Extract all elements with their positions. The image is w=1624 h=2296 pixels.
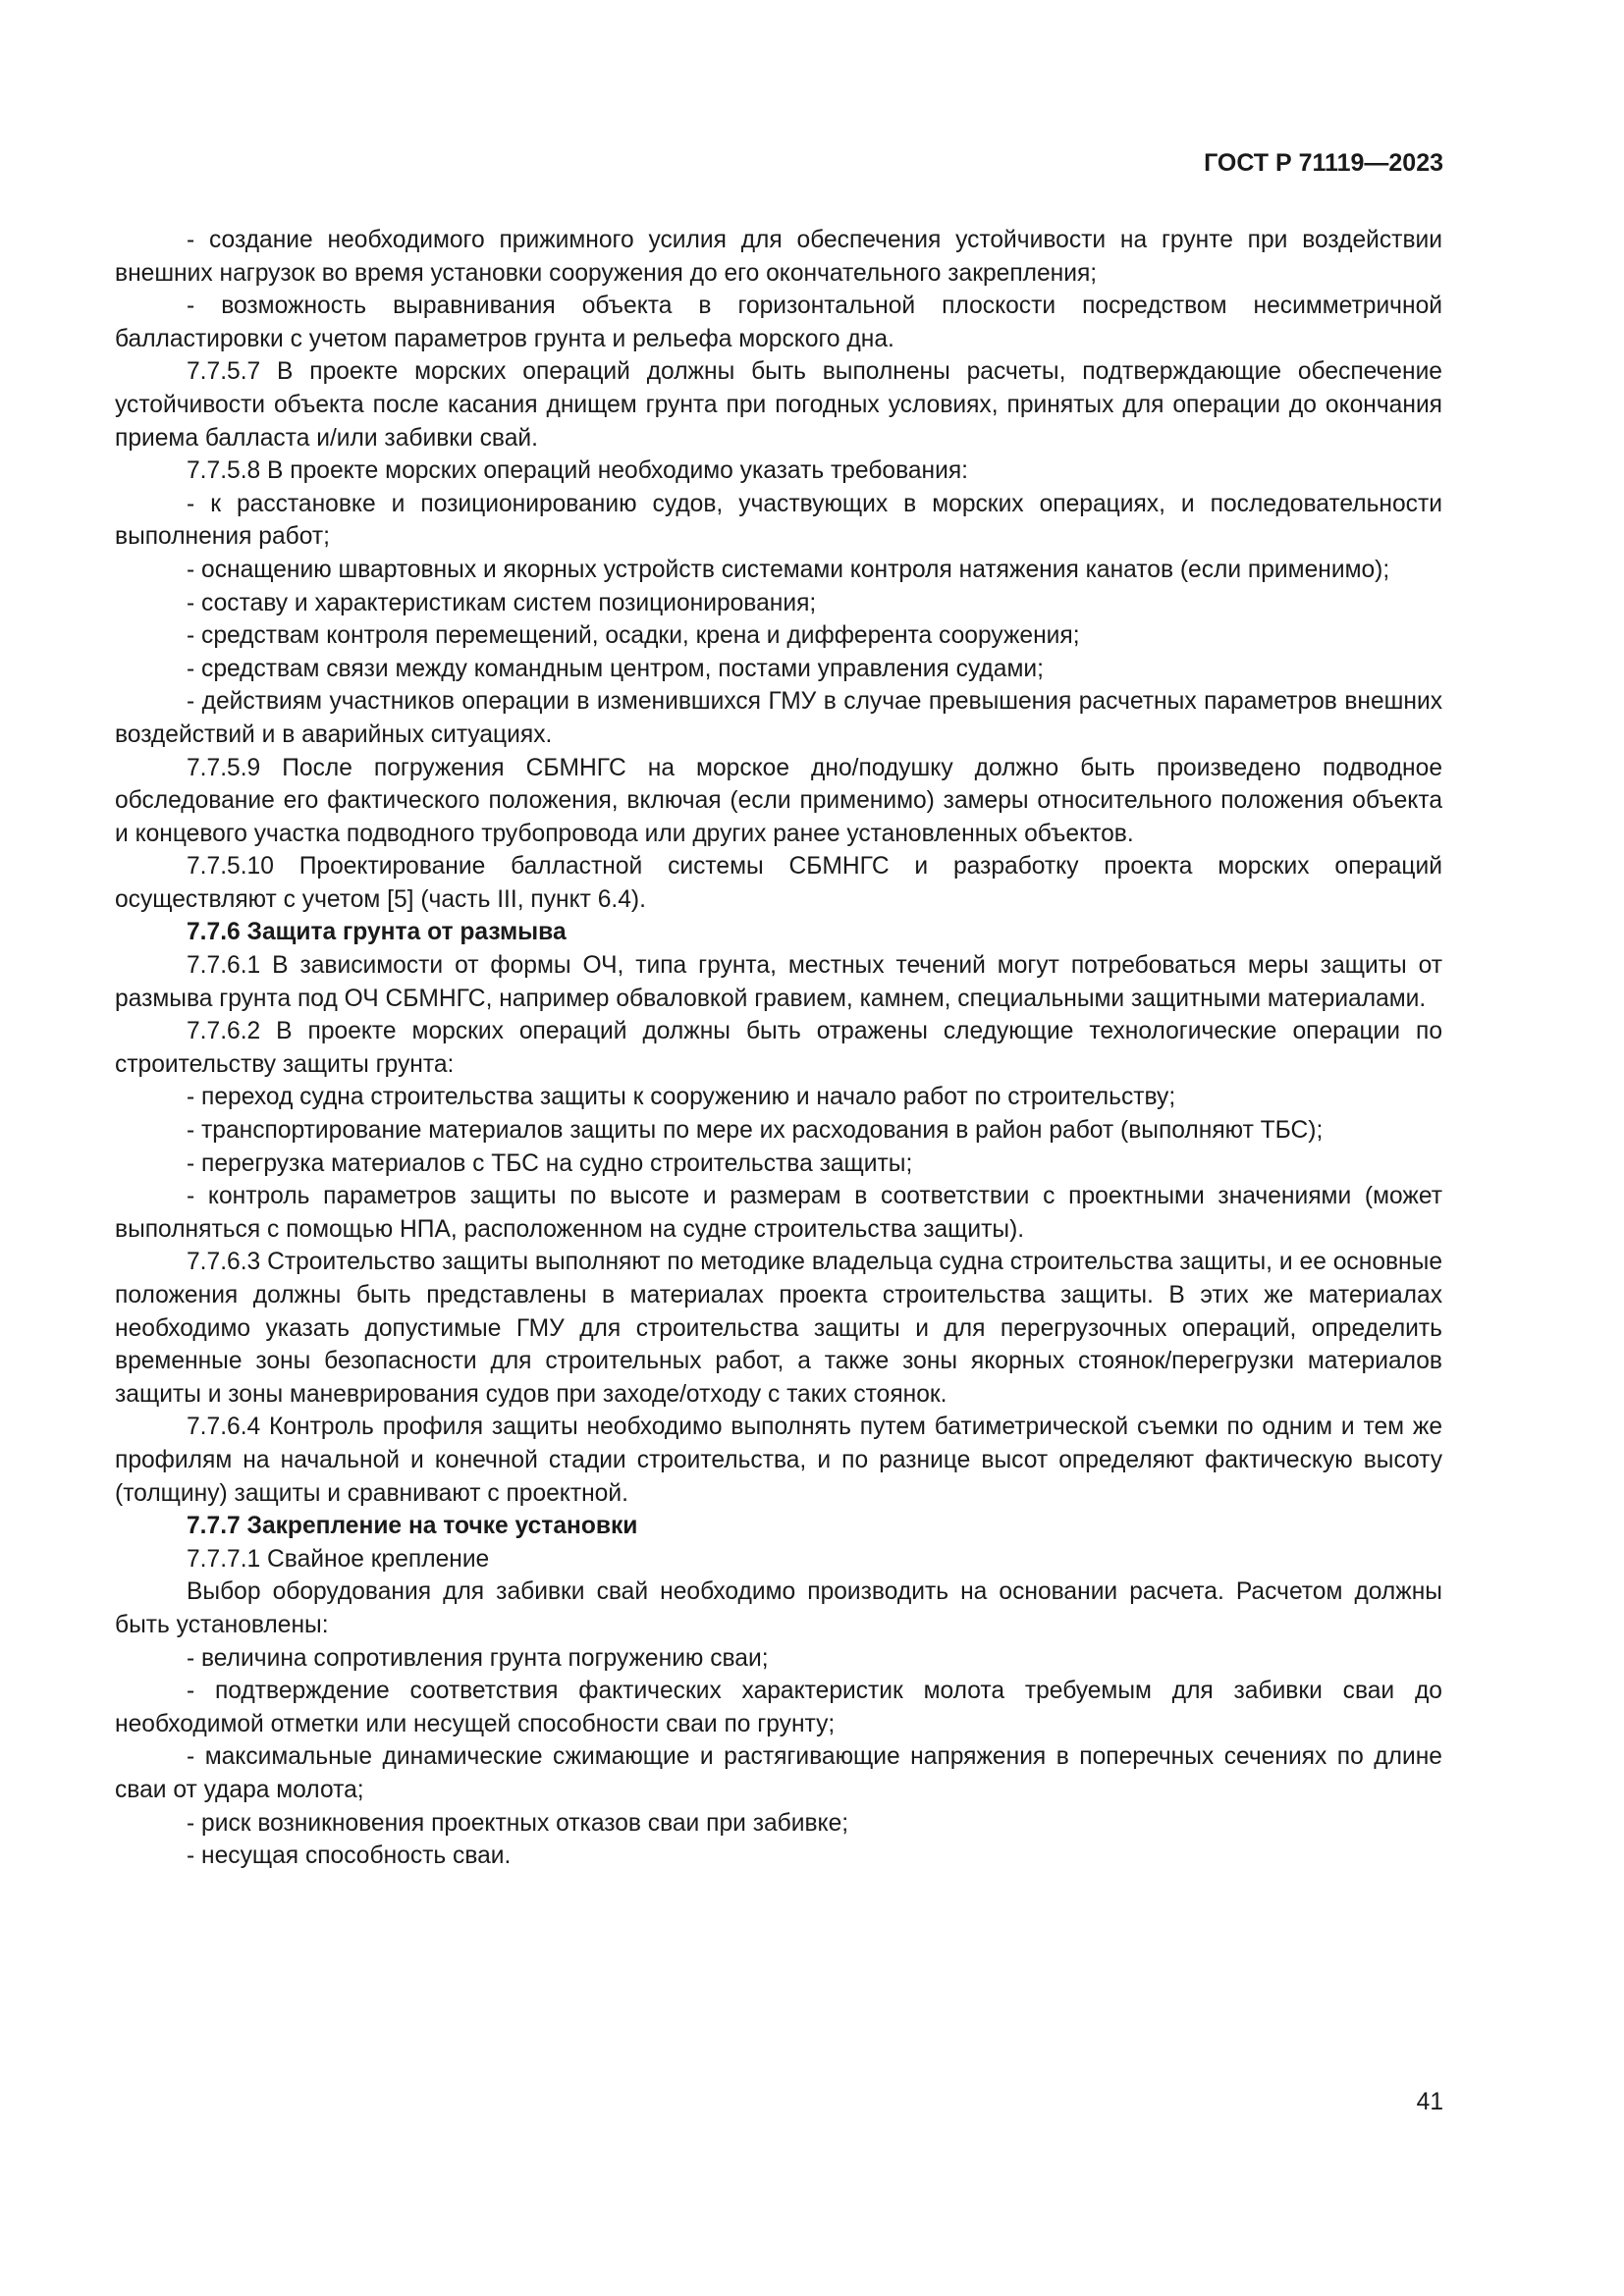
paragraph: 7.7.5.10 Проектирование балластной системы СБМНГС и разработку проекта морских операций осуществляют с учетом [5] (часть III, пункт 6.4). [115,853,1442,913]
paragraph: - максимальные динамические сжимающие и растягивающие напряжения в поперечных сечениях по длине сваи от удара молота; [115,1743,1442,1803]
paragraph: - действиям участников операции в изменившихся ГМУ в случае превышения расчетных параметров внешних воздействий и в аварийных ситуациях. [115,688,1442,748]
paragraph: 7.7.6.1 В зависимости от формы ОЧ, типа грунта, местных течений могут потребоваться меры защиты от размыва грунта под ОЧ СБМНГС, например обваловкой гравием, камнем, специальными защитными материалами. [115,952,1442,1012]
paragraph: - риск возникновения проектных отказов сваи при забивке; [187,1809,849,1837]
paragraph: - величина сопротивления грунта погружению сваи; [187,1644,769,1672]
paragraph: - оснащению швартовных и якорных устройств системами контроля натяжения канатов (если применимо); [187,556,1390,583]
paragraph: 7.7.5.9 После погружения СБМНГС на морское дно/подушку должно быть произведено подводное обследование его фактического положения, включая (если применимо) замеры относительного положения объекта и концевого участка подводного трубопровода или других ранее установленных объектов. [115,754,1442,847]
paragraph: 7.7.5.8 В проекте морских операций необходимо указать требования: [187,457,969,485]
paragraph: - к расстановке и позиционированию судов, участвующих в морских операциях, и последовательности выполнения работ; [115,490,1442,551]
section-heading: 7.7.7 Закрепление на точке установки [187,1513,638,1540]
paragraph: - несущая способность сваи. [187,1842,512,1870]
page-number: 41 [1416,2089,1443,2115]
paragraph: - переход судна строительства защиты к сооружению и начало работ по строительству; [187,1084,1176,1111]
paragraph: 7.7.6.3 Строительство защиты выполняют по методике владельца судна строительства защиты, и ее основные положения должны быть представлены в материалах проекта строительства защиты. В этих же материалах необходимо указать допустимые ГМУ для строительства защиты и для перегрузочных операций, определить временные зоны безопасности для строительных работ, а также зоны якорных стоянок/перегрузки материалов защиты и зоны маневрирования судов при заходе/отходу с таких стоянок. [115,1249,1442,1408]
paragraph: - средствам связи между командным центром, постами управления судами; [187,655,1044,682]
paragraph: - создание необходимого прижимного усилия для обеспечения устойчивости на грунте при воздействии внешних нагрузок во время установки сооружения до его окончательного закрепления; [115,227,1442,287]
paragraph: - контроль параметров защиты по высоте и размерам в соответствии с проектными значениями (может выполняться с помощью НПА, расположенном на судне строительства защиты). [115,1183,1442,1243]
paragraph: Выбор оборудования для забивки свай необходимо производить на основании расчета. Расчетом должны быть установлены: [115,1578,1442,1638]
document-header: ГОСТ Р 71119—2023 [1204,149,1443,177]
paragraph: 7.7.6.4 Контроль профиля защиты необходимо выполнять путем батиметрической съемки по одним и тем же профилям на начальной и конечной стадии строительства, и по разнице высот определяют фактическую высоту (толщину) защиты и сравнивают с проектной. [115,1414,1442,1507]
paragraph: 7.7.7.1 Свайное крепление [187,1545,490,1573]
paragraph: - подтверждение соответствия фактических характеристик молота требуемым для забивки сваи до необходимой отметки или несущей способности сваи по грунту; [115,1678,1442,1737]
paragraph: - составу и характеристикам систем позиционирования; [187,589,817,616]
paragraph: - транспортирование материалов защиты по мере их расходования в район работ (выполняют ТБС); [187,1117,1324,1145]
paragraph: 7.7.6.2 В проекте морских операций должны быть отражены следующие технологические операции по строительству защиты грунта: [115,1018,1442,1078]
paragraph: 7.7.5.7 В проекте морских операций должны быть выполнены расчеты, подтверждающие обеспечение устойчивости объекта после касания днищем грунта при погодных условиях, принятых для операции до окончания приема балласта и/или забивки свай. [115,358,1442,452]
paragraph: - перегрузка материалов с ТБС на судно строительства защиты; [187,1149,913,1177]
paragraph: - возможность выравнивания объекта в горизонтальной плоскости посредством несимметричной балластировки с учетом параметров грунта и рельефа морского дна. [115,293,1442,352]
document-body [115,224,1442,1873]
paragraph: - средствам контроля перемещений, осадки, крена и дифферента сооружения; [187,622,1080,650]
section-heading: 7.7.6 Защита грунта от размыва [187,919,567,946]
